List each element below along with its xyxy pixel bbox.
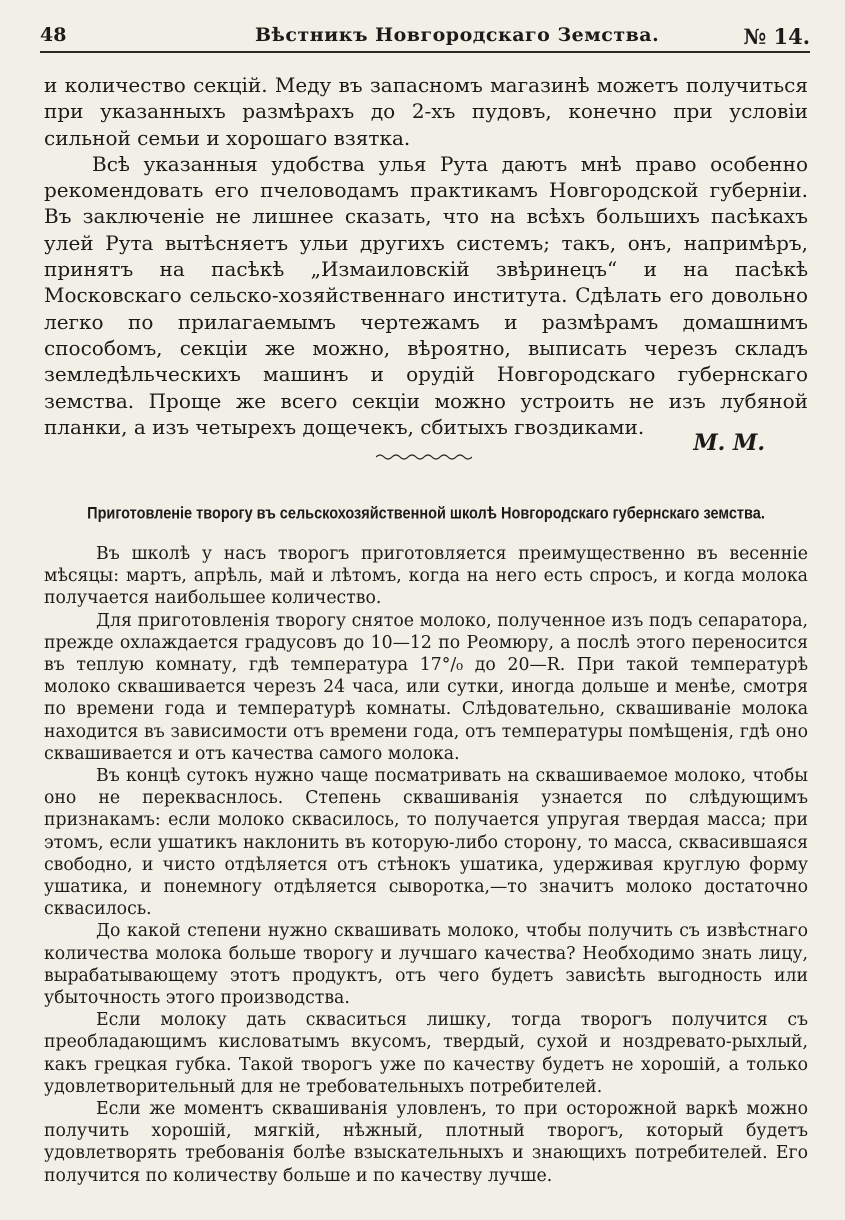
article2-paragraph-3: Въ концѣ сутокъ нужно чаще посматривать на сквашиваемое молоко, чтобы оно не перекваснлось. Степень сквашиванія узнается по слѣдующимъ признакамъ: если молоко сквасилось, то получается упругая твердая масса; при этомъ, если ушатикъ наклонить въ которую-либо сторону, то масса, сквасившаяся свободно, и чисто отдѣляется отъ стѣнокъ ушатика, удерживая круглую форму ушатика, и понемногу отдѣляется сыворотка,—то значитъ молоко достаточно сквасилось. [44,766,808,920]
article-bee-hive [44,72,808,440]
article1-signature: М. М. [693,430,765,456]
issue-number: № 14. [743,24,810,49]
article2-paragraph-4: До какой степени нужно сквашивать молоко, чтобы получить съ извѣстнаго количества молока больше творогу и лучшаго качества? Необходимо знать лицу, вырабатывающему этотъ продуктъ, отъ чего будетъ зависѣть выгодность или убыточность этого производства. [44,921,808,1009]
article2-title: Приготовленіе творогу въ сельскохозяйственной школѣ Новгородскаго губернскаго земства. [87,504,765,524]
article1-paragraph-1: и количество секцій. Меду въ запасномъ магазинѣ можетъ получиться при указанныхъ размѣрахъ до 2-хъ пудовъ, конечно при условіи сильной семьи и хорошаго взятка. [44,73,808,150]
article1-paragraph-2: Всѣ указанныя удобства улья Рута даютъ мнѣ право особенно рекомендовать его пчеловодамъ практикамъ Новгородской губерніи. Въ заключеніе не лишнее сказать, что на всѣхъ большихъ пасѣкахъ улей Рута вытѣсняетъ ульи другихъ системъ; такъ, онъ, напримѣръ, принятъ на пасѣкѣ „Измаиловскій звѣринецъ“ и на пасѣкѣ Московскаго сельско-хозяйственнаго института. Сдѣлать его довольно легко по прилагаемымъ чертежамъ и размѣрамъ домашнимъ способомъ, секціи же можно, вѣроятно, выписать черезъ складъ земледѣльческихъ машинъ и орудій Новгородскаго губернскаго земства. Проще же всего секціи можно устроить не изъ лубяной планки, а изъ четырехъ дощечекъ, сбитыхъ гвоздиками. [44,151,808,439]
article2-paragraph-1: Въ школѣ у насъ творогъ приготовляется преимущественно въ весенніе мѣсяцы: мартъ, апрѣль, май и лѣтомъ, когда на него есть спросъ, и когда молока получается наибольшее количество. [44,544,808,609]
header-rule [40,51,810,53]
article2-paragraph-6: Если же моментъ сквашиванія уловленъ, то при осторожной варкѣ можно получить хорошій, мягкій, нѣжный, плотный творогъ, который будетъ удовлетворять требованія болѣе взыскательныхъ и знающихъ потребителей. Его получится по количеству больше и по качеству лучше. [44,1099,808,1186]
wavy-divider [376,450,472,464]
article2-paragraph-2: Для приготовленія творогу снятое молоко, полученное изъ подъ сепаратора, прежде охлаждается градусовъ до 10—12 по Реомюру, а послѣ этого переносится въ теплую комнату, гдѣ температура 17°/₀ до 20—R. При такой температурѣ молоко сквашивается черезъ 24 часа, или сутки, иногда дольше и менѣе, смотря по времени года и температурѣ комнаты. Слѣдовательно, сквашиваніе молока находится въ зависимости отъ времени года, отъ температуры помѣщенія, гдѣ оно сквашивается и отъ качества самого молока. [44,610,808,764]
page-header [40,20,810,54]
journal-title: Вѣстникъ Новгородскаго Земства. [255,24,660,46]
article2-paragraph-5: Если молоку дать скваситься лишку, тогда творогъ получится съ преобладающимъ кисловатымъ вкусомъ, твердый, сухой и ноздревато-рыхлый, какъ грецкая губка. Такой творогъ уже по качеству будетъ не хорошій, а только удовлетворительный для не требовательныхъ потребителей. [44,1010,808,1097]
article-cottage-cheese [44,543,808,1187]
page-number: 48 [40,24,67,46]
